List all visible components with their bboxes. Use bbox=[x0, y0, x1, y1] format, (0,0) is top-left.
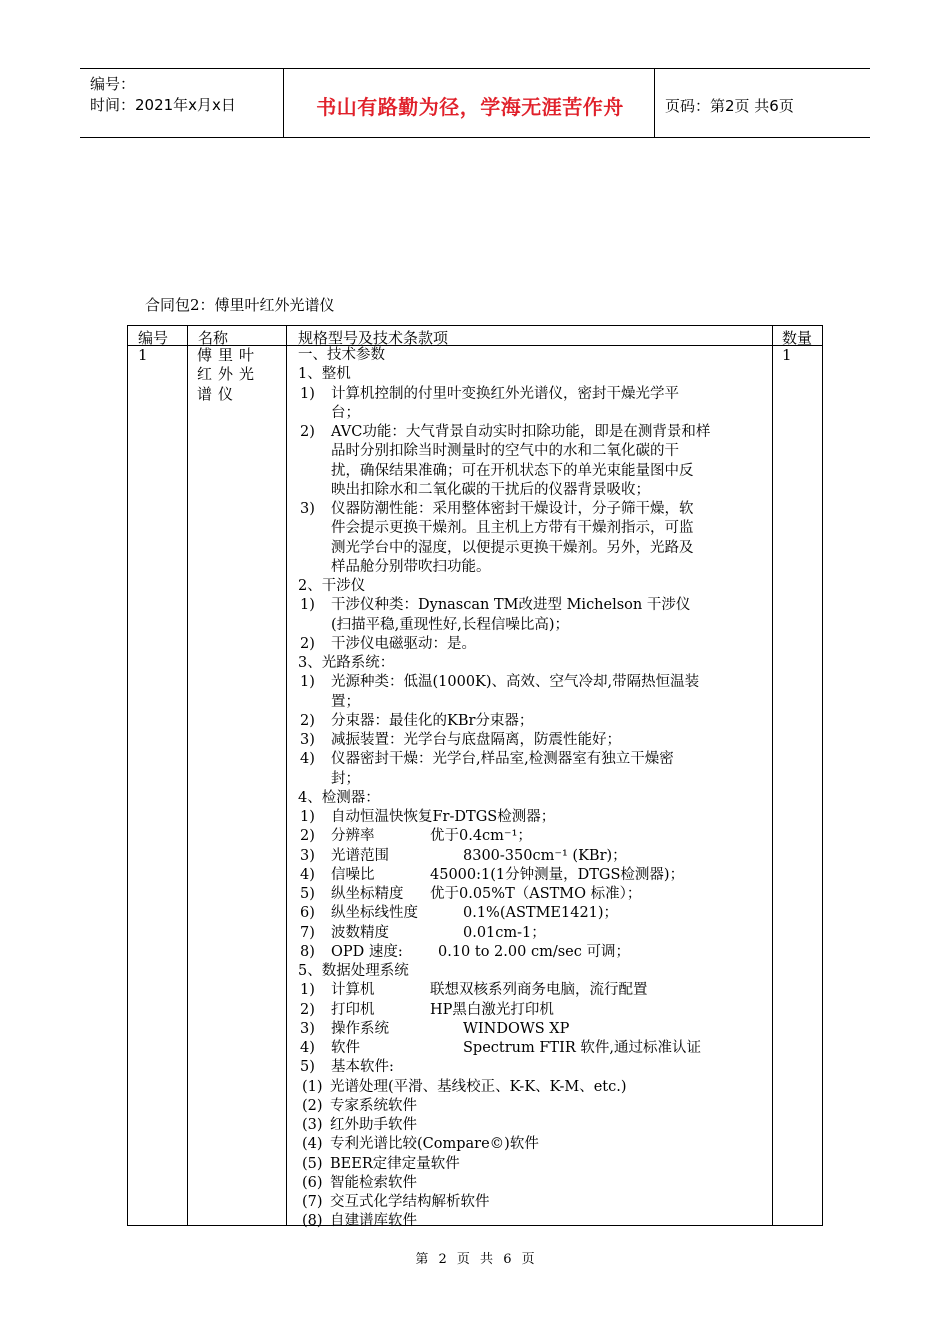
item-text: 干涉仪种类：Dynascan TM改进型 Michelson 干涉仪 bbox=[331, 597, 691, 614]
item-continuation: 台； bbox=[331, 404, 360, 421]
column-divider bbox=[286, 326, 287, 1225]
item-value: 0.1%(ASTME1421)； bbox=[463, 905, 619, 922]
item-text: 纵坐标精度 bbox=[331, 886, 404, 902]
item-value: Spectrum FTIR 软件,通过标准认证 bbox=[463, 1040, 701, 1056]
item-text: 光谱处理(平滑、基线校正、K-K、K-M、etc.) bbox=[330, 1078, 627, 1095]
sub-item-number: (5) bbox=[302, 1155, 323, 1172]
item-number: 3) bbox=[300, 732, 315, 748]
item-number: 5) bbox=[300, 886, 315, 902]
item-text: BEER定律定量软件 bbox=[330, 1155, 460, 1172]
sub-item-number: (4) bbox=[302, 1136, 323, 1153]
item-continuation: 封； bbox=[331, 770, 360, 787]
item-text: 红外助手软件 bbox=[330, 1117, 417, 1133]
item-text: 光源种类：低温(1000K)、高效、空气冷却,带隔热恒温装 bbox=[331, 674, 700, 691]
item-number: 7) bbox=[300, 924, 315, 941]
item-text: 打印机 bbox=[331, 1001, 375, 1018]
item-number: 5) bbox=[300, 1059, 315, 1076]
section-heading: 5、数据处理系统 bbox=[298, 963, 409, 979]
item-number: 3) bbox=[300, 501, 315, 517]
item-number: 2) bbox=[300, 1001, 315, 1018]
item-text: 信噪比 bbox=[331, 866, 375, 883]
section-heading: 4、检测器： bbox=[298, 789, 380, 806]
page-footer: 第 2 页 共 6 页 bbox=[415, 1252, 535, 1267]
sub-item-number: (6) bbox=[302, 1174, 323, 1191]
item-value: 8300-350cm⁻¹ (KBr)； bbox=[463, 847, 627, 864]
item-number: 2) bbox=[300, 635, 315, 652]
column-divider bbox=[772, 326, 773, 1225]
item-number: 1) bbox=[300, 674, 315, 691]
row-quantity: 1 bbox=[782, 346, 792, 364]
item-number: 4) bbox=[300, 866, 315, 883]
column-divider bbox=[187, 326, 188, 1225]
item-text: 分束器：最佳化的KBr分束器； bbox=[331, 712, 534, 729]
item-continuation: 测光学台中的湿度，以便提示更换干燥剂。另外，光路及 bbox=[331, 539, 694, 556]
item-continuation: 品时分别扣除当时测量时的空气中的水和二氧化碳的干 bbox=[331, 443, 679, 460]
item-number: 8) bbox=[300, 943, 315, 960]
item-continuation: 样品舱分别带吹扫功能。 bbox=[331, 558, 491, 575]
section-heading: 一、技术参数 bbox=[298, 347, 385, 363]
table-caption: 合同包2：傅里叶红外光谱仪 bbox=[145, 296, 335, 314]
item-continuation: 映出扣除水和二氧化碳的干扰后的仪器背景吸收； bbox=[331, 481, 650, 498]
item-value: 优于0.05%T（ASTMO 标准）； bbox=[430, 886, 642, 902]
section-heading: 2、干涉仪 bbox=[298, 578, 366, 594]
item-number: 2) bbox=[300, 828, 315, 845]
item-text: 交互式化学结构解析软件 bbox=[330, 1194, 490, 1210]
item-number: 3) bbox=[300, 847, 315, 864]
column-header-qty: 数量 bbox=[782, 329, 813, 347]
item-text: OPD 速度: bbox=[331, 943, 403, 960]
sub-item-number: (1) bbox=[302, 1078, 323, 1095]
item-text: 计算机控制的付里叶变换红外光谱仪，密封干燥光学平 bbox=[331, 385, 679, 402]
item-number: 1) bbox=[300, 982, 315, 999]
header-page-info: 页码：第2页 共6页 bbox=[665, 97, 794, 115]
item-text: 专利光谱比较(Compare©)软件 bbox=[330, 1136, 539, 1153]
item-text: 仪器密封干燥：光学台,样品室,检测器室有独立干燥密 bbox=[331, 751, 674, 768]
item-text: 软件 bbox=[331, 1040, 360, 1056]
item-number: 6) bbox=[300, 905, 315, 922]
item-text: 智能检索软件 bbox=[330, 1174, 417, 1191]
column-header-no: 编号 bbox=[138, 329, 169, 347]
item-text: 操作系统 bbox=[331, 1020, 389, 1037]
item-text: 分辨率 bbox=[331, 828, 375, 845]
item-text: 专家系统软件 bbox=[330, 1097, 417, 1114]
item-text: 自动恒温快恢复Fr-DTGS检测器； bbox=[331, 809, 556, 825]
item-text: 纵坐标线性度 bbox=[331, 905, 418, 922]
item-number: 1) bbox=[300, 385, 315, 402]
item-number: 4) bbox=[300, 1040, 315, 1056]
serial-label: 编号： bbox=[90, 75, 136, 93]
item-number: 4) bbox=[300, 751, 315, 768]
item-value: 0.01cm-1； bbox=[463, 924, 546, 941]
column-header-spec: 规格型号及技术条款项 bbox=[298, 329, 449, 347]
item-text: 干涉仪电磁驱动：是。 bbox=[331, 635, 476, 652]
item-number: 1) bbox=[300, 597, 315, 614]
section-heading: 1、整机 bbox=[298, 366, 351, 383]
item-text: 波数精度 bbox=[331, 924, 389, 941]
item-text: 自建谱库软件 bbox=[330, 1213, 417, 1230]
item-value: 优于0.4cm⁻¹； bbox=[430, 828, 532, 845]
header-motto: 书山有路勤为径，学海无涯苦作舟 bbox=[316, 95, 624, 119]
item-value: HP黑白激光打印机 bbox=[430, 1001, 554, 1018]
header-divider bbox=[283, 69, 284, 137]
item-number: 2) bbox=[300, 712, 315, 729]
item-number: 2) bbox=[300, 424, 315, 440]
item-value: 联想双核系列商务电脑，流行配置 bbox=[430, 982, 648, 999]
sub-item-number: (2) bbox=[302, 1097, 323, 1114]
item-text: 减振装置：光学台与底盘隔离，防震性能好； bbox=[331, 732, 621, 748]
item-text: 仪器防潮性能：采用整体密封干燥设计，分子筛干燥，软 bbox=[331, 501, 694, 517]
row-number: 1 bbox=[138, 346, 148, 364]
item-number: 1) bbox=[300, 809, 315, 825]
spec-table bbox=[127, 325, 823, 1230]
item-value: WINDOWS XP bbox=[463, 1020, 570, 1037]
sub-item-number: (7) bbox=[302, 1194, 323, 1210]
item-value: 0.10 to 2.00 cm/sec 可调； bbox=[438, 943, 630, 960]
column-header-name: 名称 bbox=[198, 329, 229, 347]
item-text: AVC功能：大气背景自动实时扣除功能，即是在测背景和样 bbox=[331, 424, 711, 440]
page-header bbox=[80, 68, 870, 138]
item-text: 计算机 bbox=[331, 982, 375, 999]
section-heading: 3、光路系统： bbox=[298, 655, 395, 671]
item-continuation: 置； bbox=[331, 693, 360, 710]
item-value: 45000:1(1分钟测量，DTGS检测器)； bbox=[430, 866, 685, 883]
item-text: 基本软件: bbox=[331, 1059, 394, 1076]
item-continuation: 扰，确保结果准确；可在开机状态下的单光束能量图中反 bbox=[331, 462, 694, 479]
item-text: 光谱范围 bbox=[331, 847, 389, 864]
time-line: 时间：2021年x月x日 bbox=[90, 96, 236, 114]
item-continuation: (扫描平稳,重现性好,长程信噪比高)； bbox=[331, 616, 570, 633]
item-number: 3) bbox=[300, 1020, 315, 1037]
row-name: 傅里叶红外光谱仪 bbox=[197, 346, 261, 403]
item-continuation: 件会提示更换干燥剂。且主机上方带有干燥剂指示，可监 bbox=[331, 520, 694, 537]
sub-item-number: (8) bbox=[302, 1213, 323, 1230]
sub-item-number: (3) bbox=[302, 1117, 323, 1133]
